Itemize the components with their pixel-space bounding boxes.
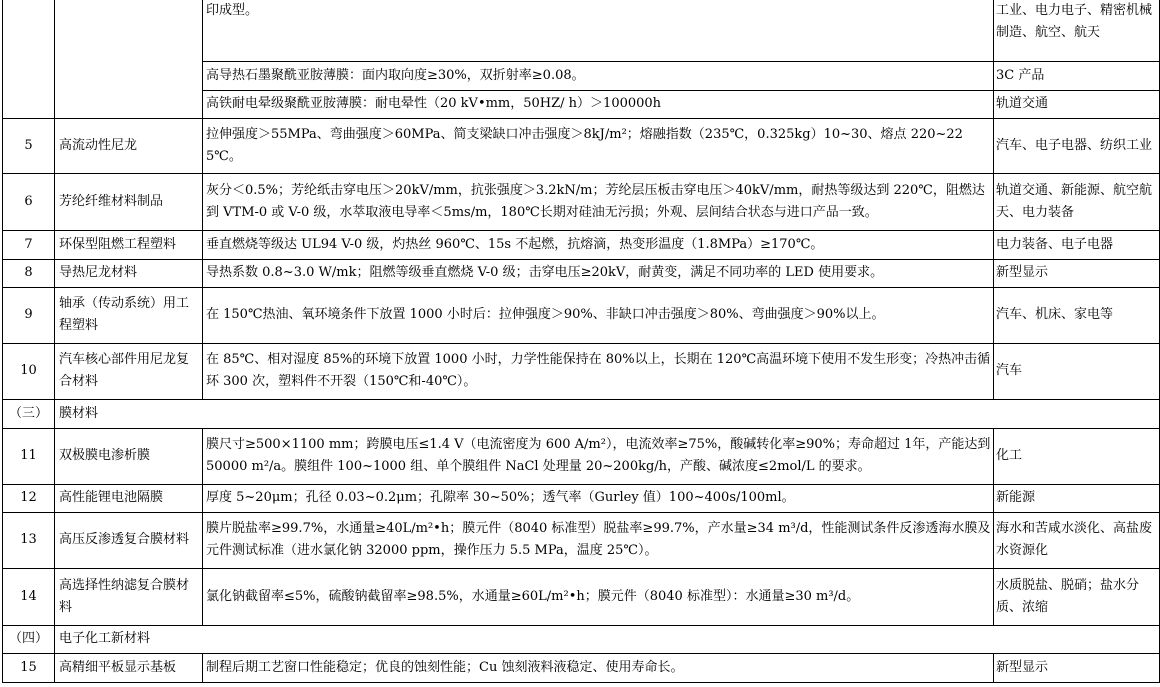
- spec-cell: 导热系数 0.8~3.0 W/mk；阻燃等级垂直燃烧 V-0 级；击穿电压≥20kV，耐黄变，满足不同功率的 LED 使用要求。: [203, 259, 994, 287]
- row-number-cell: 6: [3, 173, 55, 230]
- row-number-cell: 10: [3, 343, 55, 399]
- table-row: [3, 230, 1160, 259]
- material-name-cell: 轴承（传动系统）用工程塑料: [55, 287, 203, 343]
- material-name-cell: 高流动性尼龙: [55, 118, 203, 173]
- application-cell: 化工: [994, 428, 1160, 484]
- application-cell: 轨道交通、新能源、航空航天、电力装备: [994, 173, 1160, 230]
- row-number-cell: 12: [3, 484, 55, 512]
- application-cell: 汽车、电子电器、纺织工业: [994, 118, 1160, 173]
- spec-cell: 在 150℃热油、氧环境条件下放置 1000 小时后：拉伸强度＞90%、非缺口冲击强度＞80%、弯曲强度＞90%以上。: [203, 287, 994, 343]
- section-title-cell: 电子化工新材料: [55, 625, 1160, 653]
- material-name-cell: 高性能锂电池隔膜: [55, 484, 203, 512]
- application-cell: 水质脱盐、脱硝；盐水分质、浓缩: [994, 568, 1160, 625]
- row-number-cell: 7: [3, 230, 55, 259]
- row-number-cell: 9: [3, 287, 55, 343]
- section-number-cell: （三）: [3, 399, 55, 428]
- table-row: [3, 173, 1160, 230]
- spec-cell: 厚度 5~20μm；孔径 0.03~0.2μm；孔隙率 30~50%；透气率（Gurley 值）100~400s/100ml。: [203, 484, 994, 512]
- section-row: [3, 399, 1160, 428]
- spec-cell: 氯化钠截留率≤5%，硫酸钠截留率≥98.5%，水通量≥60L/m²•h；膜元件（8040 标准型）：水通量≥30 m³/d。: [203, 568, 994, 625]
- material-name-cell: [55, 0, 203, 118]
- section-row: [3, 625, 1160, 653]
- spec-cell: 灰分＜0.5%；芳纶纸击穿电压＞20kV/mm，抗张强度＞3.2kN/m；芳纶层压板击穿电压＞40kV/mm，耐热等级达到 220℃，阻燃达到 VTM-0 或 V-0 级，水萃取液电导率＜5ms/m，180℃长期对硅油无污损；外观、层间结合状态与进口产品一致。: [203, 173, 994, 230]
- material-name-cell: 高选择性纳滤复合膜材料: [55, 568, 203, 625]
- spec-cell: 高导热石墨聚酰亚胺薄膜：面内取向度≥30%，双折射率≥0.08。: [203, 61, 994, 90]
- table-row: [3, 428, 1160, 484]
- spec-cell: 膜片脱盐率≥99.7%，水通量≥40L/m²•h；膜元件（8040 标准型）脱盐率≥99.7%，产水量≥34 m³/d，性能测试条件反渗透海水膜及元件测试标准（进水氯化钠 32000 ppm，操作压力 5.5 MPa，温度 25℃）。: [203, 512, 994, 568]
- material-name-cell: 导热尼龙材料: [55, 259, 203, 287]
- material-name-cell: 芳纶纤维材料制品: [55, 173, 203, 230]
- spec-cell: 高铁耐电晕级聚酰亚胺薄膜：耐电晕性（20 kV•mm，50HZ/ h）＞100000h: [203, 90, 994, 118]
- table-row: [3, 653, 1160, 682]
- application-cell: 轨道交通: [994, 90, 1160, 118]
- materials-table: [2, 0, 1160, 683]
- material-name-cell: 汽车核心部件用尼龙复合材料: [55, 343, 203, 399]
- row-number-cell: 14: [3, 568, 55, 625]
- table-row: [3, 484, 1160, 512]
- application-cell: 汽车、机床、家电等: [994, 287, 1160, 343]
- table-row: [3, 343, 1160, 399]
- application-cell: 新型显示: [994, 653, 1160, 682]
- application-cell: 电力装备、电子电器: [994, 230, 1160, 259]
- application-cell: 3C 产品: [994, 61, 1160, 90]
- table-row: [3, 512, 1160, 568]
- table-row: [3, 0, 1160, 61]
- material-name-cell: 双极膜电渗析膜: [55, 428, 203, 484]
- spec-cell: 在 85℃、相对湿度 85%的环境下放置 1000 小时，力学性能保持在 80%以上，长期在 120℃高温环境下使用不发生形变；冷热冲击循环 300 次，塑料件不开裂（150℃和-40℃）。: [203, 343, 994, 399]
- application-cell: 汽车: [994, 343, 1160, 399]
- section-number-cell: （四）: [3, 625, 55, 653]
- material-name-cell: 高精细平板显示基板: [55, 653, 203, 682]
- application-cell: 新能源: [994, 484, 1160, 512]
- row-number-cell: 5: [3, 118, 55, 173]
- material-name-cell: 高压反渗透复合膜材料: [55, 512, 203, 568]
- application-cell: 海水和苦咸水淡化、高盐废水资源化: [994, 512, 1160, 568]
- spec-cell: 拉伸强度＞55MPa、弯曲强度＞60MPa、简支梁缺口冲击强度＞8kJ/m²；熔融指数（235℃，0.325kg）10~30、熔点 220~225℃。: [203, 118, 994, 173]
- table-row: [3, 259, 1160, 287]
- row-number-cell: 8: [3, 259, 55, 287]
- spec-cell: 制程后期工艺窗口性能稳定；优良的蚀刻性能；Cu 蚀刻液料液稳定、使用寿命长。: [203, 653, 994, 682]
- row-number-cell: [3, 0, 55, 118]
- table-row: [3, 568, 1160, 625]
- row-number-cell: 11: [3, 428, 55, 484]
- table-row: [3, 287, 1160, 343]
- spec-cell: 印成型。: [203, 0, 994, 61]
- spec-cell: 垂直燃烧等级达 UL94 V-0 级，灼热丝 960℃、15s 不起燃，抗熔滴，热变形温度（1.8MPa）≥170℃。: [203, 230, 994, 259]
- application-cell: 工业、电力电子、精密机械制造、航空、航天: [994, 0, 1160, 61]
- material-name-cell: 环保型阻燃工程塑料: [55, 230, 203, 259]
- application-cell: 新型显示: [994, 259, 1160, 287]
- spec-cell: 膜尺寸≥500×1100 mm；跨膜电压≤1.4 V（电流密度为 600 A/m²），电流效率≥75%，酸碱转化率≥90%；寿命超过 1年，产能达到 50000 m²/a。膜组件 100~1000 组、单个膜组件 NaCl 处理量 20~200kg/h，产酸、碱浓度≤2mol/L 的要求。: [203, 428, 994, 484]
- row-number-cell: 15: [3, 653, 55, 682]
- table-row: [3, 118, 1160, 173]
- section-title-cell: 膜材料: [55, 399, 1160, 428]
- row-number-cell: 13: [3, 512, 55, 568]
